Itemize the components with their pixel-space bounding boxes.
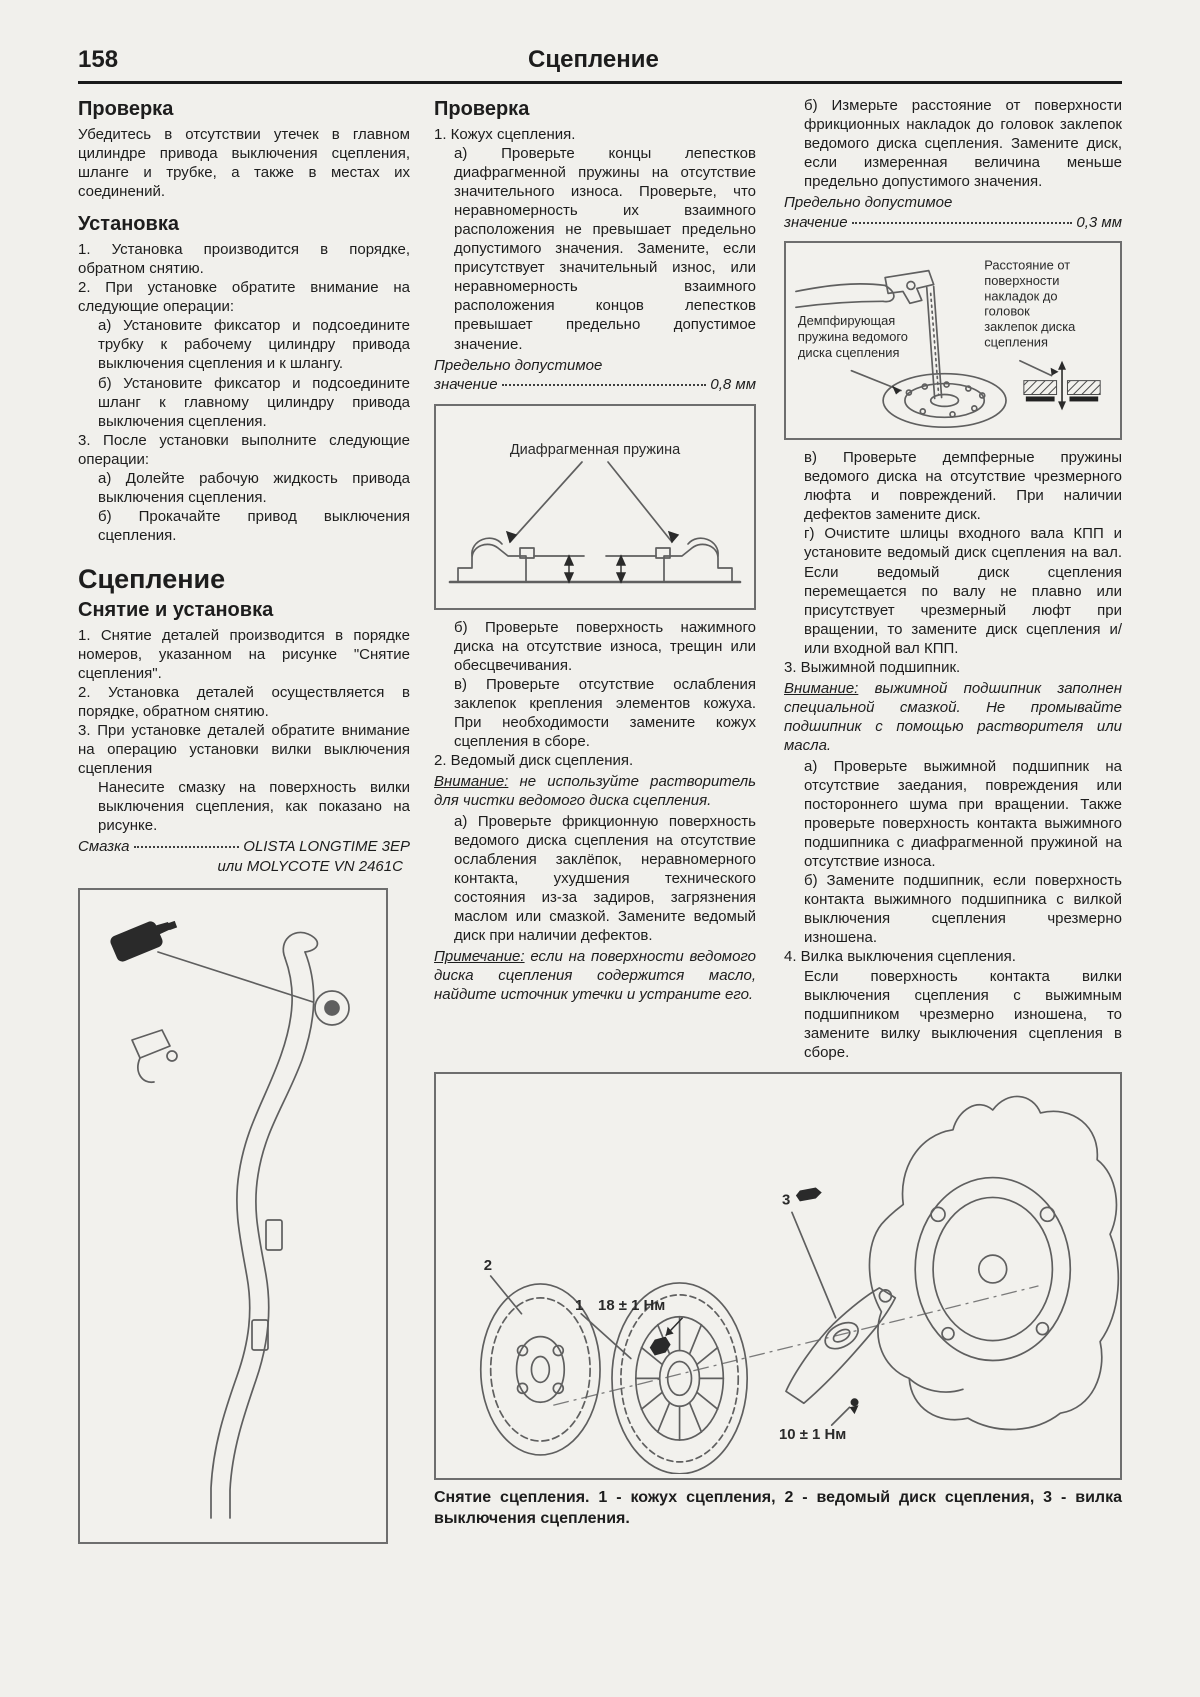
spec-value-alt: или MOLYCOTE VN 2461C — [217, 857, 403, 875]
page-header — [78, 46, 1122, 78]
paragraph: б) Установите фиксатор и подсоедините шланг к главному цилиндру привода выключения сцепления. — [98, 374, 410, 430]
section-heading: Сцепление — [78, 563, 226, 594]
paragraph: 1. Кожух сцепления. — [434, 126, 576, 143]
spec-label: значение — [434, 376, 498, 394]
paragraph: а) Проверьте фрикционную поверхность ведомого диска сцепления на отсутствие ослабления заклёпок, неравномерного контакта, ухудшения технического состояния из-за задиров, загрязнения маслом или смазкой. Замените ведомый диск при наличии дефектов. — [454, 813, 756, 945]
paragraph: Нанесите смазку на поверхность вилки выключения сцепления, как показано на рисунке. — [98, 779, 410, 835]
spec-value: OLISTA LONGTIME 3EP — [243, 838, 410, 856]
paragraph: а) Долейте рабочую жидкость привода выключения сцепления. — [98, 469, 410, 506]
middle-column-text-bottom — [434, 618, 756, 1005]
spec-value: 0,3 мм — [1076, 213, 1122, 231]
fork-bolt-icon — [851, 1398, 859, 1406]
paragraph: 1. Установка производится в порядке, обратном снятию. — [78, 241, 410, 278]
dotted-leader — [134, 846, 240, 848]
part-number-2: 2 — [483, 1257, 493, 1274]
page-title: Сцепление — [528, 46, 659, 73]
note-paragraph: Внимание: выжимной подшипник заполнен специальной смазкой. Не промывайте подшипник с помощью растворителя или масла. — [784, 679, 1122, 754]
spec-label: Смазка — [78, 838, 130, 856]
paragraph: Если поверхность контакта вилки выключения сцепления с выжимным подшипником чрезмерно изношена, то замените вилку выключения сцепления в сборе. — [804, 967, 1122, 1061]
header-rule — [78, 81, 1122, 84]
part-number-1: 1 — [575, 1297, 584, 1314]
paragraph: 3. При установке деталей обратите внимание на операцию установки вилки выключения сцепления — [78, 721, 410, 777]
spec-label: значение — [784, 213, 848, 231]
exploded-clutch-drawing — [436, 1074, 1120, 1474]
paragraph: 3. После установки выполните следующие операции: — [78, 431, 410, 468]
spec-label: Предельно допустимое — [434, 356, 603, 374]
paragraph: 2. При установке обратите внимание на следующие операции: — [78, 279, 410, 316]
dotted-leader — [852, 222, 1073, 224]
right-region — [434, 96, 1122, 1529]
clutch-removal-figure — [434, 1072, 1122, 1480]
part-number-3: 3 — [781, 1192, 791, 1209]
right-column-text-bottom — [784, 448, 1122, 1062]
figure-caption: Снятие сцепления. 1 - кожух сцепления, 2 - ведомый диск сцепления, 3 - вилка выключения сцепления. — [434, 1488, 1122, 1527]
spec-value-line — [78, 837, 410, 876]
release-fork-figure — [78, 888, 388, 1544]
spec-value-line — [784, 193, 1122, 232]
paragraph: а) Проверьте концы лепестков диафрагменной пружины на отсутствие значительного износа. Проверьте, что неравномерность их взаимного расположения не превышает предельно допустимого значения. Замените, если присутствует значительный износ, или неравномерность взаимного расположения концов лепестков превышает предельно допустимое значение. — [454, 145, 756, 353]
middle-column-text-top — [434, 98, 756, 395]
caliper-drawing — [786, 243, 1120, 434]
note-paragraph: Примечание: если на поверхности ведомого диска сцепления содержится масло, найдите источник утечки и устраните его. — [434, 948, 756, 1004]
paragraph: б) Замените подшипник, если поверхность контакта выжимного подшипника с вилкой выключения сцепления чрезмерно изношена. — [804, 872, 1122, 947]
diaphragm-spring-figure — [434, 404, 756, 610]
spec-label: Предельно допустимое — [784, 194, 953, 212]
release-fork-drawing — [80, 890, 386, 1538]
torque-label-2: 10 ± 1 Нм — [778, 1426, 847, 1443]
paragraph: б) Проверьте поверхность нажимного диска на отсутствие износа, трещин или обесцвечивания. — [454, 618, 756, 674]
note-lead: Внимание: — [784, 679, 859, 697]
right-column — [784, 96, 1122, 1062]
measure-arrows — [507, 532, 678, 582]
paragraph: Убедитесь в отсутствии утечек в главном цилиндре привода выключения сцепления, шланге и трубке, а также в местах их соединений. — [78, 126, 410, 201]
middle-column — [434, 96, 756, 1007]
dotted-leader — [502, 384, 707, 386]
damper-spring-label: Демпфирующая пружина ведомого диска сцепления — [797, 313, 908, 361]
fork-label-bolt-icon — [796, 1187, 822, 1201]
rivet-distance-label: Расстояние от поверхности накладок до головок заклепок диска сцепления — [984, 257, 1076, 350]
transmission-housing-drawing — [869, 1096, 1118, 1429]
paragraph: в) Проверьте демпферные пружины ведомого диска на отсутствие чрезмерного люфта и повреждений. При наличии дефектов замените диск. — [804, 449, 1122, 524]
paragraph: б) Измерьте расстояние от поверхности фрикционных накладок до головок заклепок ведомого диска сцепления. Замените диск, если измеренная величина меньше предельно допустимого значения. — [804, 97, 1122, 191]
caliper-measure-figure — [784, 241, 1122, 440]
note-lead: Примечание: — [434, 948, 525, 966]
paragraph: г) Очистите шлицы входного вала КПП и установите ведомый диск сцепления на вал. Если ведомый диск сцепления перемещается по валу не плавно или присутствует чрезмерный люфт при вращении, то замените диск сцепления и/или входной вал КПП. — [804, 525, 1122, 657]
torque-label-1: 18 ± 1 Нм — [598, 1297, 666, 1314]
note-paragraph: Внимание: не используйте растворитель для чистки ведомого диска сцепления. — [434, 772, 756, 809]
paragraph: 1. Снятие деталей производится в порядке номеров, указанном на рисунке "Снятие сцепления". — [78, 626, 410, 682]
right-column-text-top — [784, 96, 1122, 232]
note-lead: Внимание: — [434, 772, 509, 790]
left-column — [78, 96, 410, 1552]
page-number: 158 — [78, 46, 119, 73]
section-heading: Проверка — [78, 98, 174, 120]
paragraph: 2. Ведомый диск сцепления. — [434, 751, 634, 769]
paragraph: б) Прокачайте привод выключения сцепления. — [98, 507, 410, 544]
figure-label: Диафрагменная пружина — [509, 441, 681, 458]
left-column-text — [78, 98, 410, 876]
section-heading: Снятие и установка — [78, 598, 274, 621]
spec-value-line — [434, 356, 756, 395]
fork-bolt-arrowhead — [850, 1405, 859, 1414]
paragraph: 4. Вилка выключения сцепления. — [784, 948, 1016, 966]
paragraph: 3. Выжимной подшипник. — [784, 658, 961, 676]
paragraph: а) Проверьте выжимной подшипник на отсутствие заедания, повреждения или постороннего шума при вращении. Также проверьте поверхность контакта выжимного подшипника с диафрагменной пружиной на отсутствие износа. — [804, 757, 1122, 871]
section-heading: Проверка — [434, 98, 530, 120]
paragraph: 2. Установка деталей осуществляется в порядке, обратном снятию. — [78, 683, 410, 720]
spec-value: 0,8 мм — [710, 376, 756, 394]
diaphragm-spring-drawing — [436, 406, 754, 604]
paragraph: в) Проверьте отсутствие ослабления заклепок крепления элементов кожуха. При необходимости замените кожух сцепления в сборе. — [454, 675, 756, 750]
paragraph: а) Установите фиксатор и подсоедините трубку к рабочему цилиндру привода выключения сцепления и к шлангу. — [98, 317, 410, 373]
section-heading: Установка — [78, 213, 179, 236]
